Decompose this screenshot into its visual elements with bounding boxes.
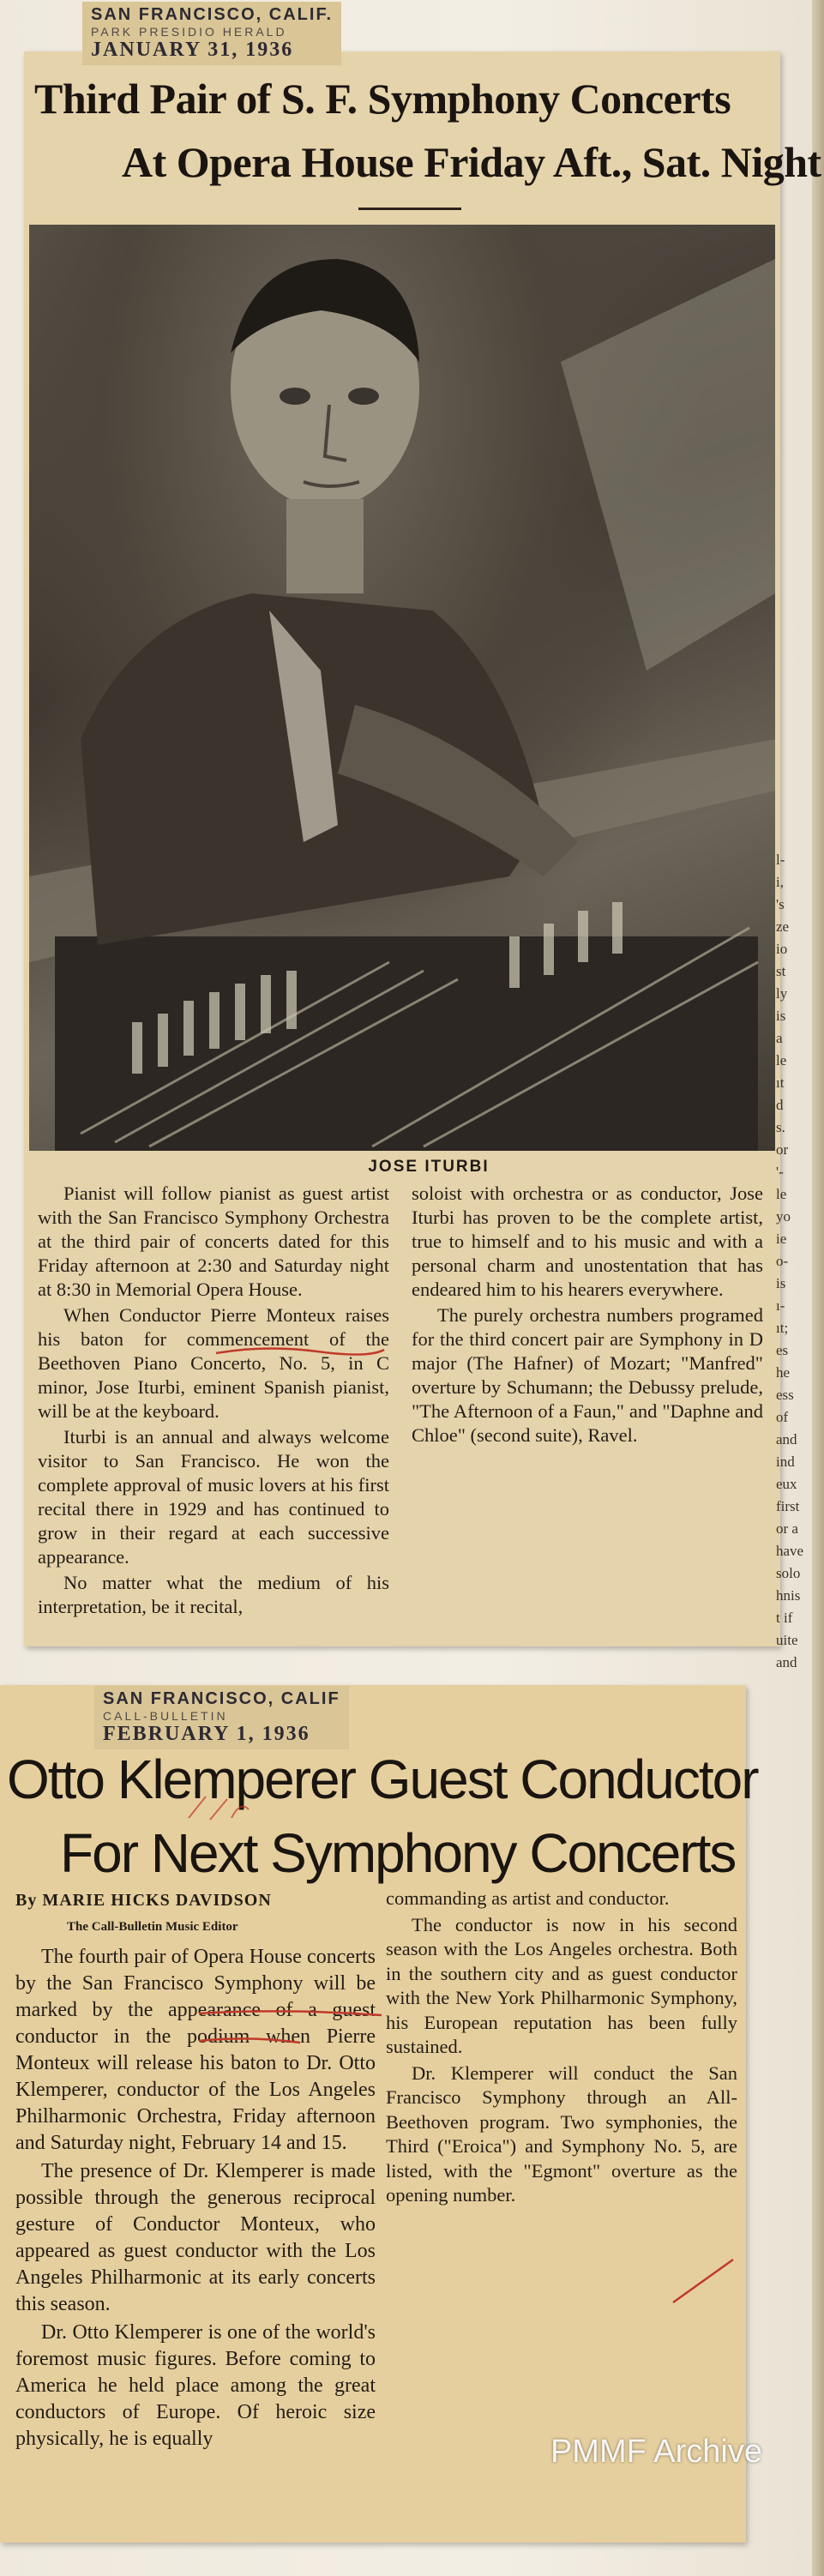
fragment: or <box>776 1141 789 1158</box>
fragment: st <box>776 963 786 979</box>
fragment: or a <box>776 1520 798 1537</box>
paragraph: The purely orchestra numbers programed for the third concert pair are Symphony in D major (The Hafner) of Mozart; "Manfred" overture by Schumann; the Debussy prelude, "The Afternoon of a Faun," and "Daphne and Chloe" (second suite), Ravel. <box>412 1304 763 1446</box>
headline-line-1: Third Pair of S. F. Symphony Concerts <box>34 75 731 123</box>
headline-line-2: For Next Symphony Concerts <box>60 1822 736 1884</box>
fragment: ze <box>776 918 790 935</box>
paragraph: Iturbi is an annual and always welcome visitor to San Francisco. He won the complete approval of music lovers at his first recital there in 1929 and has continued to grow in their regard at each successive appearance. <box>38 1426 389 1568</box>
photo-jose-iturbi <box>29 225 775 1151</box>
photo-caption: JOSE ITURBI <box>368 1158 490 1176</box>
fragment: eux <box>776 1476 797 1492</box>
adjacent-clipping-fragments <box>776 849 814 1674</box>
pencil-mark <box>184 1792 253 1827</box>
fragment: es <box>776 1342 789 1358</box>
paragraph: soloist with orchestra or as conductor, Jose Iturbi has proven to be the complete artist, true to himself and to his music and with a personal charm and unostentation that has endeared him to his hearers everywhere. <box>412 1183 763 1300</box>
headline-line-1: Otto Klemperer Guest Conductor <box>7 1748 758 1810</box>
fragment: ıt; <box>776 1320 789 1336</box>
paragraph: Dr. Klemperer will conduct the San Francisco Symphony through an All-Beethoven program. Two symphonies, the Third ("Eroica") and Symphony No. 5, are listed, with the "Egmont" overture as the opening number. <box>386 2061 737 2206</box>
pencil-mark <box>669 2255 737 2307</box>
fragment: s. <box>776 1119 785 1135</box>
dateline-paper: CALL-BULLETIN <box>103 1709 228 1723</box>
fragment: of <box>776 1409 789 1425</box>
album-edge <box>812 0 824 2576</box>
fragment: have <box>776 1543 804 1559</box>
paragraph: commanding as artist and conductor. <box>386 1887 670 1909</box>
fragment: ind <box>776 1454 795 1470</box>
byline-title: The Call-Bulletin Music Editor <box>67 1920 238 1934</box>
dateline-place: SAN FRANCISCO, CALIF <box>103 1689 340 1708</box>
paragraph: The fourth pair of Opera House concerts by the San Francisco Symphony will be marked by the appearance of a guest conductor in the podium when Pierre Monteux will release his baton to Dr. Otto Klemperer, conductor of the Los Angeles Philharmonic Orchestra, Friday afternoon and Saturday night, February 14 and 15. <box>15 1946 376 2154</box>
paragraph: The presence of Dr. Klemperer is made possible through the generous reciprocal gesture of Conductor Monteux, who appeared as guest conductor with the Los Angeles Philharmonic at its early concerts this season. <box>15 2160 376 2315</box>
fragment: and <box>776 1654 797 1670</box>
dateline-1 <box>82 2 341 65</box>
paragraph: The conductor is now in his second season with the Los Angeles orchestra. Both in the southern city and as guest conductor with the New York Philharmonic Symphony, his European reputation has been fully sustained. <box>386 1913 737 2057</box>
paragraph: No matter what the medium of his interpretation, be it recital, <box>38 1572 389 1617</box>
fragment: ly <box>776 985 788 1002</box>
fragment: d <box>776 1097 784 1113</box>
pencil-underline <box>197 2005 386 2048</box>
fragment: hnis <box>776 1587 801 1604</box>
headline-rule <box>358 208 461 210</box>
fragment: o- <box>776 1253 789 1269</box>
fragment: ıt <box>776 1074 785 1091</box>
byline: By MARIE HICKS DAVIDSON <box>15 1891 272 1910</box>
fragment: is <box>776 1275 786 1291</box>
article-1-column-right <box>412 1182 763 1447</box>
fragment: '- <box>776 1164 784 1180</box>
paragraph: Dr. Otto Klemperer is one of the world's foremost music figures. Before coming to America he held place among the great conductors of Europe. Of heroic size physically, he is equally <box>15 2321 376 2450</box>
paragraph: When Conductor Pierre Monteux raises his baton for commencement of the Beethoven Piano Concerto, No. 5, in C minor, Jose Iturbi, eminent Spanish pianist, will be at the keyboard. <box>38 1304 389 1422</box>
archive-watermark: PMMF Archive <box>550 2434 762 2470</box>
fragment: solo <box>776 1565 801 1581</box>
fragment: ı- <box>776 1297 785 1314</box>
dateline-place: SAN FRANCISCO, CALIF. <box>91 5 333 24</box>
fragment: a <box>776 1030 783 1046</box>
fragment: uite <box>776 1632 798 1648</box>
fragment: is <box>776 1008 786 1024</box>
fragment: le <box>776 1052 787 1068</box>
fragment: t if <box>776 1610 793 1626</box>
fragment: l- <box>776 852 785 868</box>
dateline-2 <box>94 1686 349 1749</box>
fragment: first <box>776 1498 800 1514</box>
pencil-underline <box>214 1338 386 1363</box>
headline-line-2: At Opera House Friday Aft., Sat. Night <box>122 138 821 186</box>
fragment: 's <box>776 896 785 912</box>
fragment: i, <box>776 874 784 890</box>
fragment: io <box>776 941 788 957</box>
article-1-column-left <box>38 1182 389 1619</box>
fragment: le <box>776 1186 787 1202</box>
article-2-column-right <box>386 1887 737 2208</box>
dateline-paper: PARK PRESIDIO HERALD <box>91 25 287 39</box>
paragraph: Pianist will follow pianist as guest artist with the San Francisco Symphony Orchestra at the third pair of concerts dated for this Friday afternoon at 2:30 and Saturday night at 8:30 in Memorial Opera House. <box>38 1183 389 1300</box>
dateline-date: JANUARY 31, 1936 <box>91 39 294 61</box>
fragment: ess <box>776 1387 794 1403</box>
fragment: yo <box>776 1208 791 1225</box>
dateline-date: FEBRUARY 1, 1936 <box>103 1723 310 1745</box>
photo-drawing <box>29 225 775 1151</box>
fragment: ie <box>776 1231 787 1247</box>
fragment: and <box>776 1431 797 1447</box>
fragment: he <box>776 1364 791 1381</box>
article-2-column-left <box>15 1887 376 2453</box>
